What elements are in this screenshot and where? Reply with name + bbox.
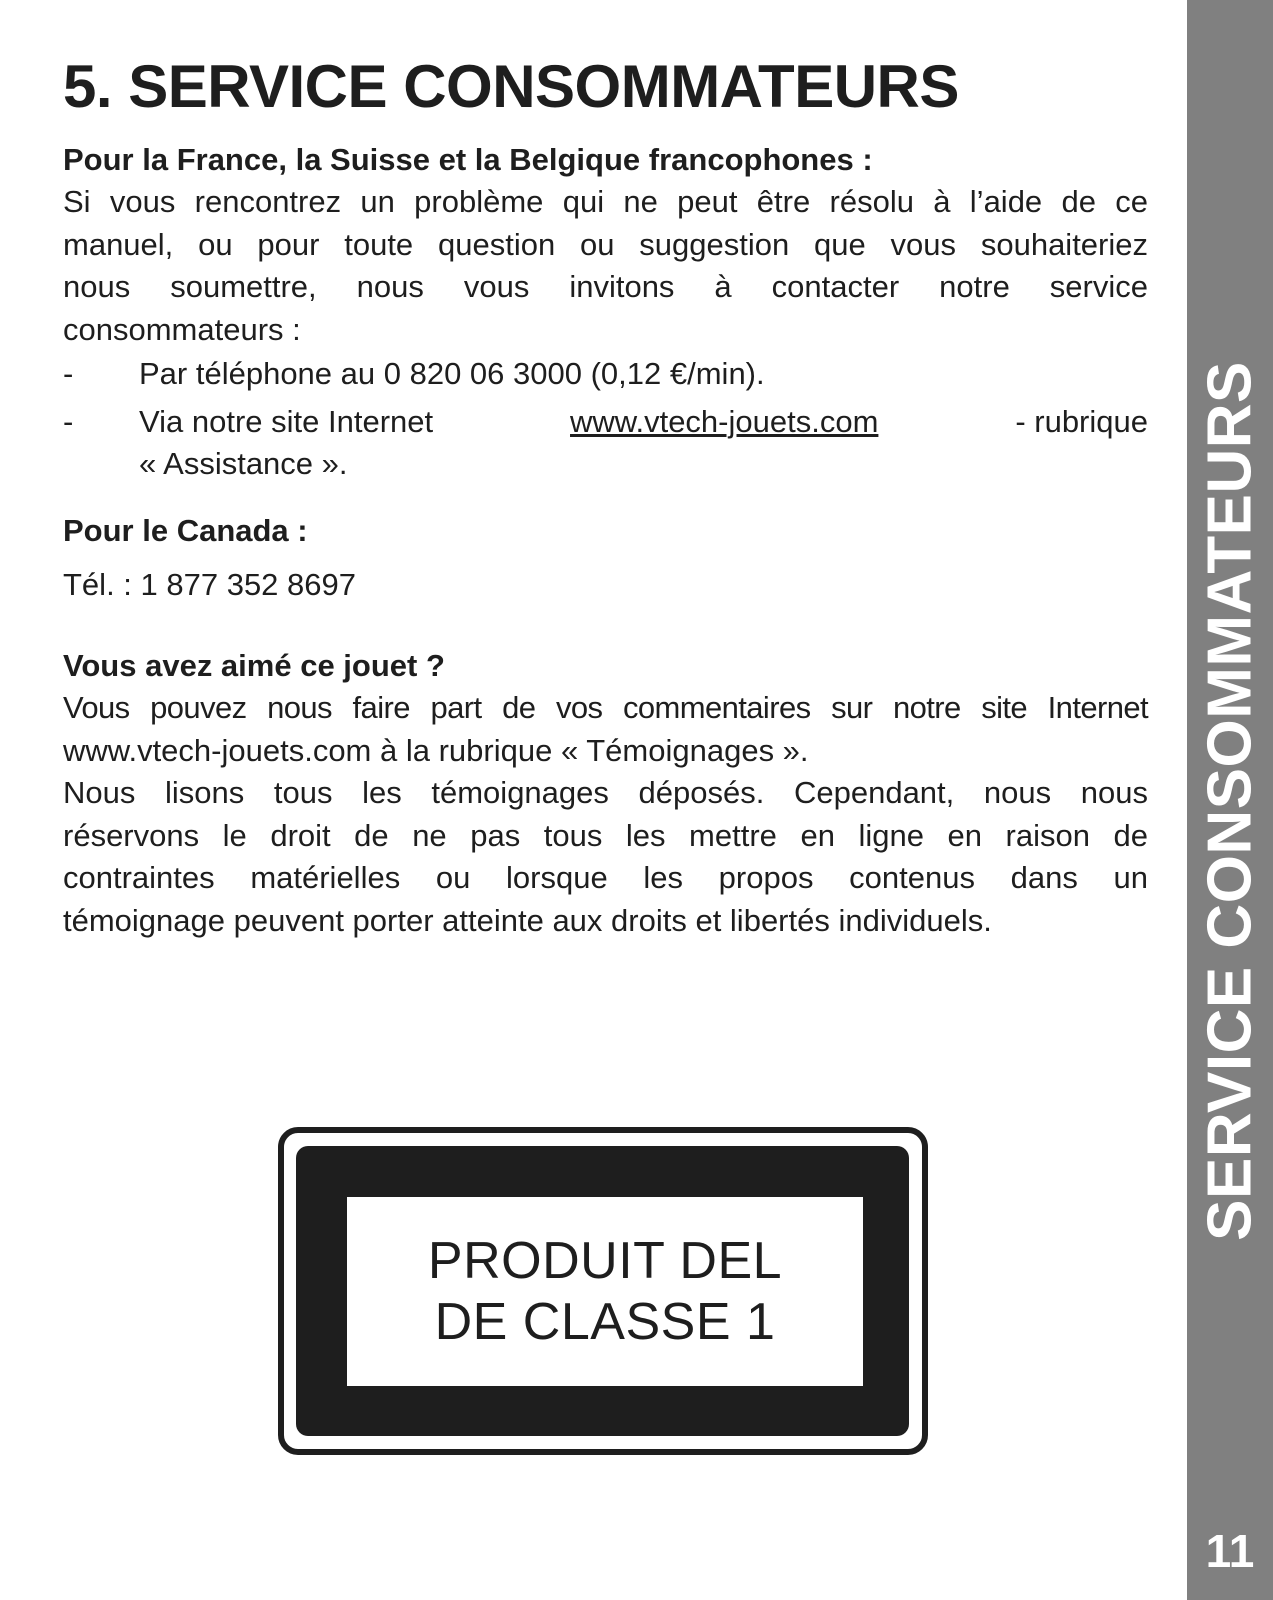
page-number: 11 [1205,1525,1255,1577]
france-intro-line-1: Si vous rencontrez un problème qui ne peut être résolu à l’aide de ce [63,184,1148,219]
france-section [63,139,1148,486]
bullet-dash: - [63,356,74,391]
canada-heading: Pour le Canada : [63,513,308,548]
france-intro-line-4: consommateurs : [63,311,301,347]
feedback-line-4: réservons le droit de ne pas tous les mettre en ligne en raison de [63,817,1148,853]
feedback-line-1: Vous pouvez nous faire part de vos commentaires sur notre site Internet [63,690,1148,725]
bullet-phone-text: Par téléphone au 0 820 06 3000 (0,12 €/min). [139,356,765,391]
feedback-line-3: Nous lisons tous les témoignages déposés. Cependant, nous nous [63,775,1148,810]
feedback-line-6: témoignage peuvent porter atteinte aux droits et libertés individuels. [63,902,992,938]
bullet-website-text: Via notre site Internet [139,403,434,439]
laser-label-line-2: DE CLASSE 1 [434,1292,776,1351]
france-intro-line-3: nous soumettre, nous vous invitons à contacter notre service [63,269,1148,304]
feedback-line-2: www.vtech-jouets.com à la rubrique « Témoignages ». [63,732,809,768]
bullet-phone [63,353,1148,396]
feedback-section [63,645,1148,942]
laser-label-line-1: PRODUIT DEL [427,1231,783,1290]
bullet-website-rubrique: - rubrique [1015,403,1148,439]
canada-section [63,510,1148,607]
bullet-website-line-2: « Assistance ». [139,446,348,481]
canada-phone: Tél. : 1 877 352 8697 [63,567,357,602]
bullet-dash: - [63,403,74,439]
france-heading: Pour la France, la Suisse et la Belgique francophones : [63,142,873,177]
bullet-website [63,401,1148,486]
laser-label [347,1197,863,1386]
website-link[interactable]: www.vtech-jouets.com [570,403,879,439]
feedback-line-5: contraintes matérielles ou lorsque les propos contenus dans un [63,860,1148,895]
bullet-website-line-1 [139,401,1148,444]
feedback-heading: Vous avez aimé ce jouet ? [63,648,445,683]
page-title: 5. SERVICE CONSOMMATEURS [63,53,959,120]
sidebar-title: SERVICE CONSOMMATEURS [1195,361,1265,1241]
france-intro-line-2: manuel, ou pour toute question ou suggestion que vous souhaiteriez [63,226,1148,262]
